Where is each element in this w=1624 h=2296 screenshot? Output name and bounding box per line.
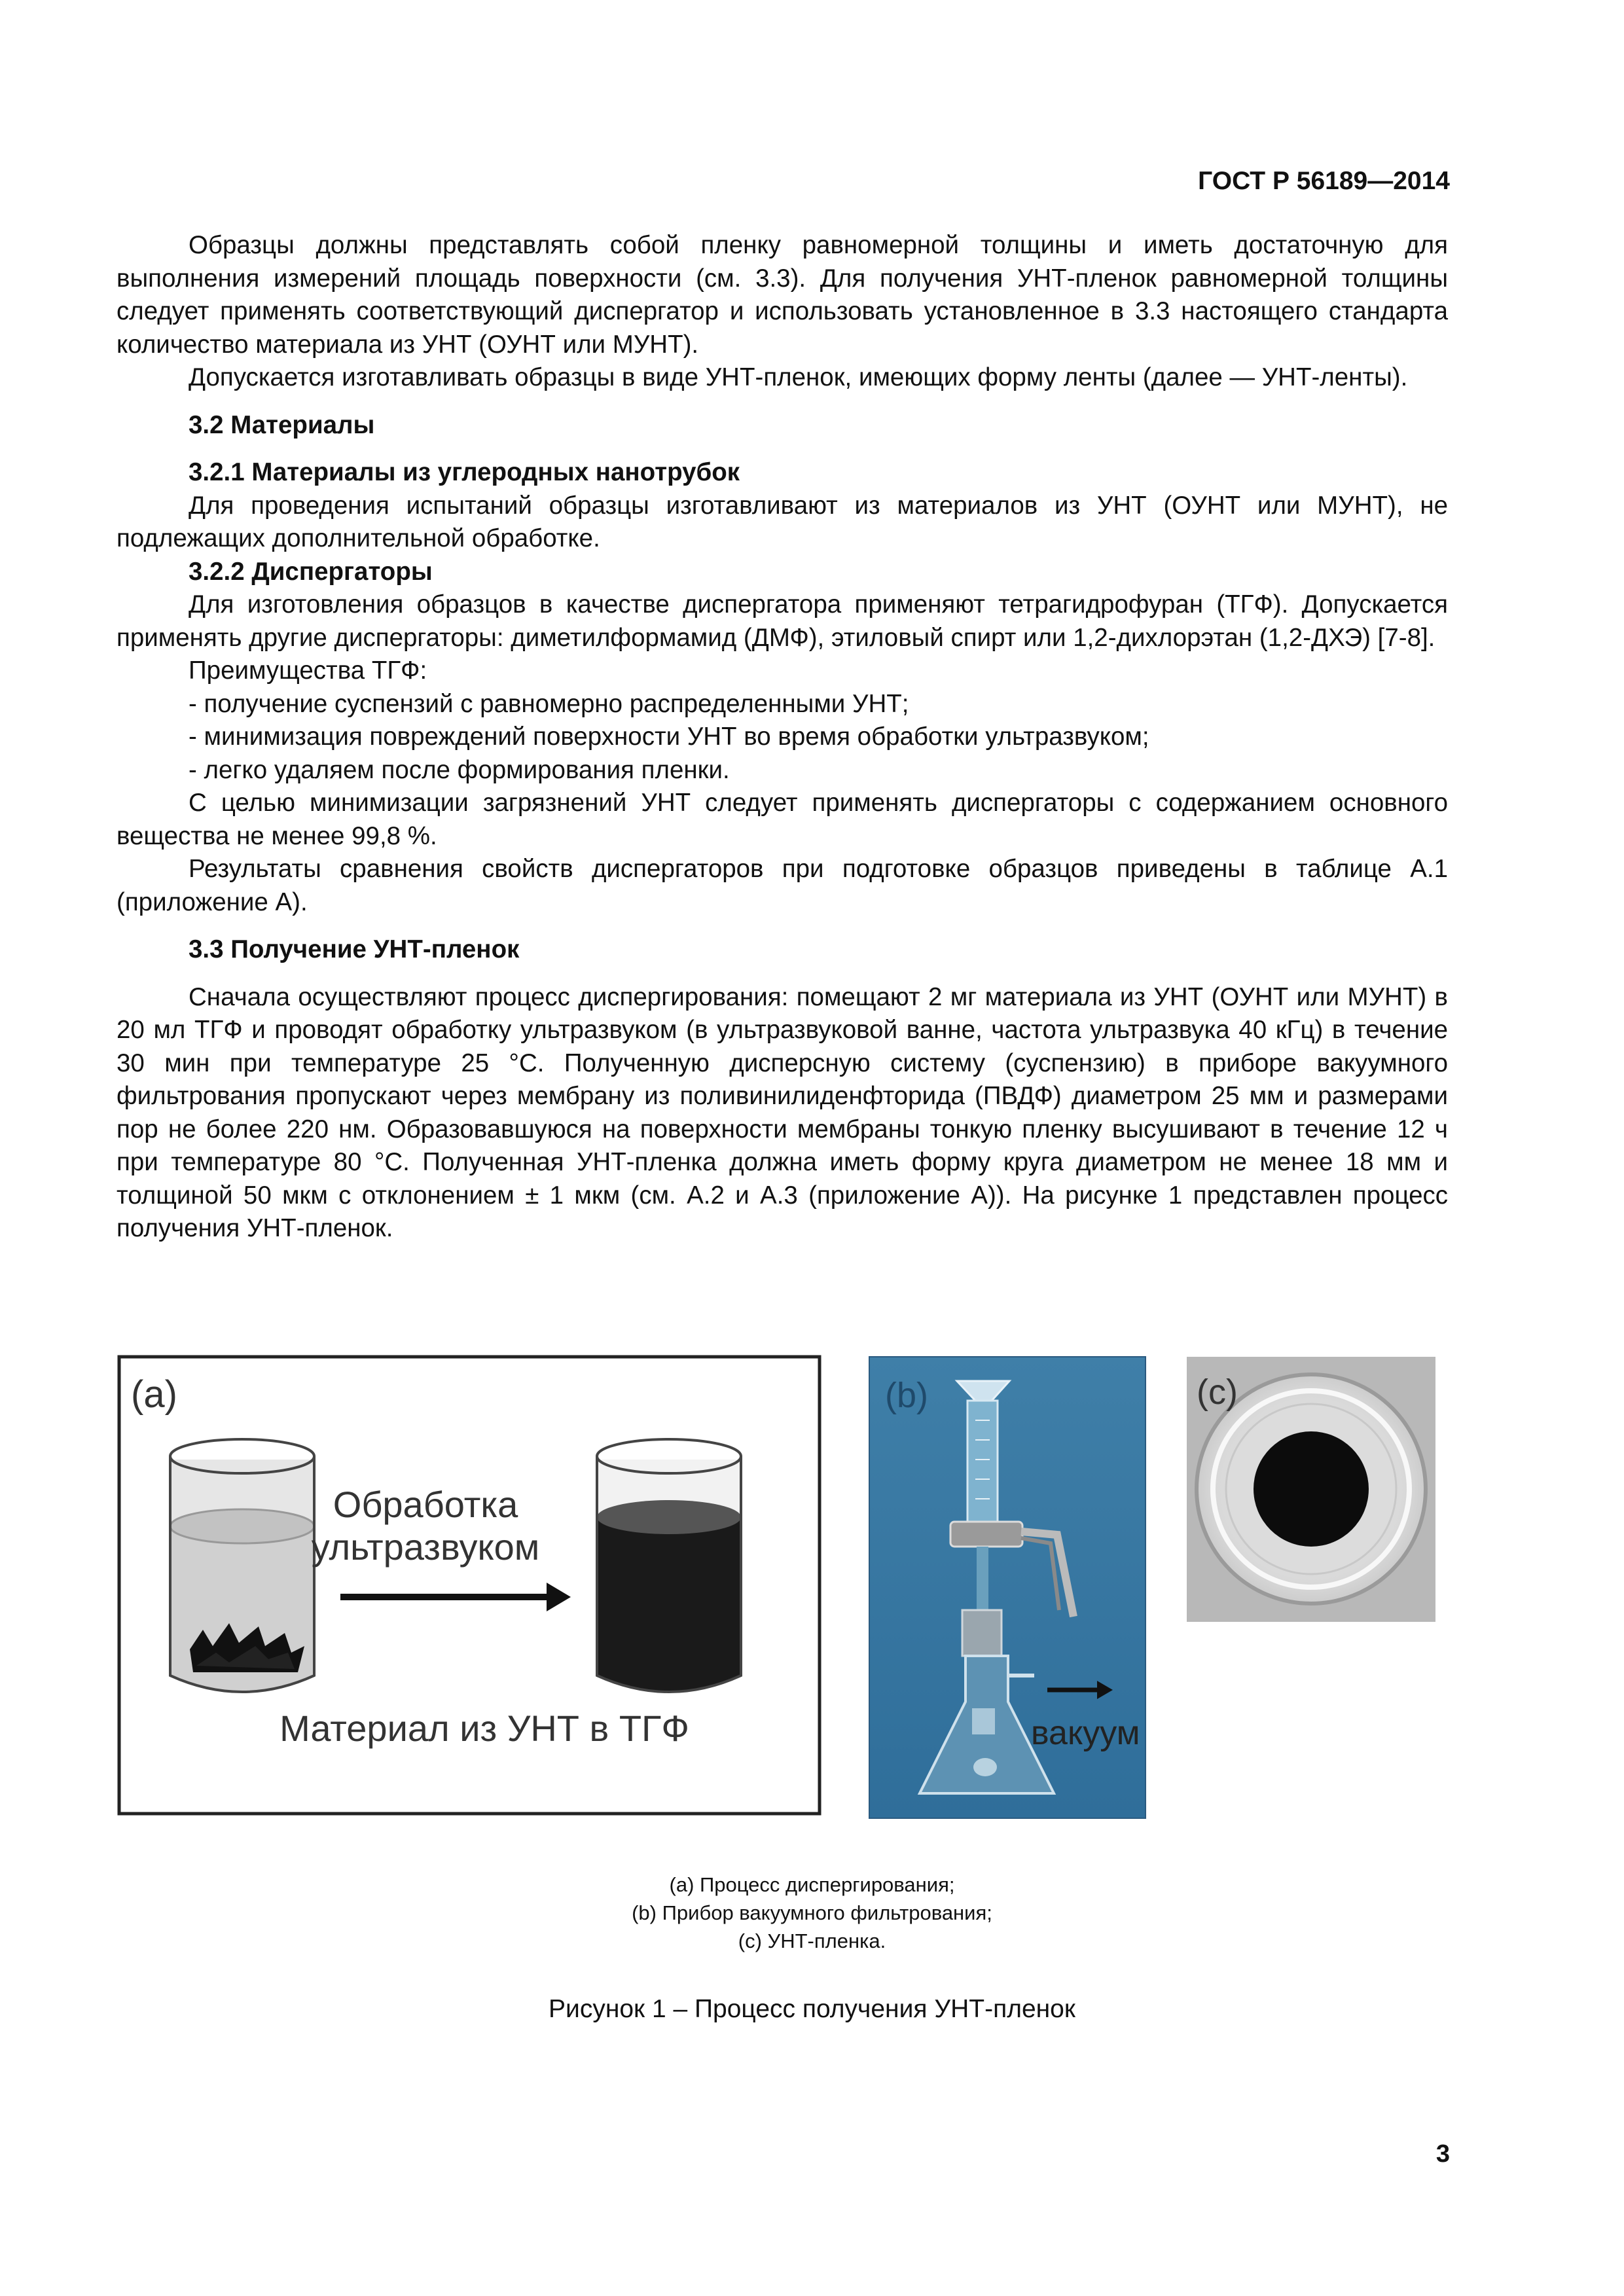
beaker-after-icon	[597, 1439, 741, 1692]
subsection-heading: 3.2.2 Диспергаторы	[189, 557, 433, 586]
arrow-text-line2: ультразвуком	[311, 1526, 540, 1568]
list-item: - минимизация повреждений поверхности УНТ во время обработки ультразвуком;	[189, 723, 1149, 751]
paragraph: Образцы должны представлять собой пленку равномерной толщины и иметь достаточную для выполнения измерений площадь поверхности (см. 3.3). Для получения УНТ-пленок равномерной толщины следует применять соответствующий диспергатор и использовать установленное в 3.3 настоящего стандарта количество материала из УНТ (ОУНТ или МУНТ).	[117, 231, 1448, 359]
panel-a-dispersion	[119, 1357, 820, 1814]
subsection-heading: 3.2.1 Материалы из углеродных нанотрубок	[189, 458, 740, 486]
panel-b-label: (b)	[885, 1376, 928, 1415]
arrow-text-line1: Обработка	[333, 1484, 518, 1525]
panel-c-label: (c)	[1197, 1372, 1238, 1412]
list-item: - получение суспензий с равномерно распределенными УНТ;	[189, 689, 909, 718]
beaker-before-icon	[170, 1439, 314, 1692]
figure-caption-a: (a) Процесс диспергирования;	[669, 1873, 955, 1896]
cnt-film-disk-icon	[1254, 1431, 1369, 1547]
paragraph: Результаты сравнения свойств диспергаторов при подготовке образцов приведены в таблице А.1 (приложение А).	[117, 855, 1448, 916]
figure-caption-c: (c) УНТ-пленка.	[738, 1929, 886, 1952]
paragraph: Для изготовления образцов в качестве диспергатора применяют тетрагидрофуран (ТГФ). Допускается применять другие диспергаторы: диметилформамид (ДМФ), этиловый спирт или 1,2-дихлорэтан (1,2-ДХЭ) [7-8].	[117, 590, 1448, 652]
paragraph: Сначала осуществляют процесс диспергирования: помещают 2 мг материала из УНТ (ОУНТ или МУНТ) в 20 мл ТГФ и проводят обработку ультразвуком (в ультразвуковой ванне, частота ультразвука 40 кГц) в течение 30 мин при температуре 25 °С. Полученную дисперсную систему (суспензию) в приборе вакуумного фильтрования пропускают через мембрану из поливинилиденфторида (ПВДФ) диаметром 25 мм и размерами пор не более 220 нм. Образовавшуюся на поверхности мембраны тонкую пленку высушивают в течение 12 ч при температуре 80 °С. Полученная УНТ-пленка должна иметь форму круга диаметром не менее 18 мм и толщиной 50 мкм с отклонением ± 1 мкм (см. А.2 и А.3 (приложение А)). На рисунке 1 представлен процесс получения УНТ-пленок.	[117, 982, 1448, 1242]
paragraph: С целью минимизации загрязнений УНТ следует применять диспергаторы с содержанием основного вещества не менее 99,8 %.	[117, 789, 1448, 850]
section-heading: 3.3 Получение УНТ-пленок	[189, 935, 520, 963]
section-heading: 3.2 Материалы	[189, 410, 375, 439]
list-item: - легко удаляем после формирования пленки.	[189, 755, 730, 784]
page-number: 3	[1435, 2140, 1450, 2168]
document-id: ГОСТ Р 56189—2014	[1198, 167, 1450, 195]
vacuum-text: вакуум	[1031, 1714, 1140, 1752]
panel-a-bottom-text: Материал из УНТ в ТГФ	[280, 1708, 689, 1749]
paragraph: Допускается изготавливать образцы в виде УНТ-пленок, имеющих форму ленты (далее — УНТ-ленты).	[189, 363, 1408, 391]
figure-caption-b: (b) Прибор вакуумного фильтрования;	[632, 1901, 992, 1924]
panel-c-cnt-film	[1187, 1357, 1435, 1622]
panel-b-vacuum-filtration	[869, 1357, 1146, 1818]
paragraph: Преимущества ТГФ:	[189, 656, 427, 685]
paragraph: Для проведения испытаний образцы изготавливают из материалов из УНТ (ОУНТ или МУНТ), не подлежащих дополнительной обработке.	[117, 491, 1448, 552]
figure-title: Рисунок 1 – Процесс получения УНТ-пленок	[549, 1995, 1075, 2023]
panel-a-label: (a)	[131, 1373, 177, 1416]
